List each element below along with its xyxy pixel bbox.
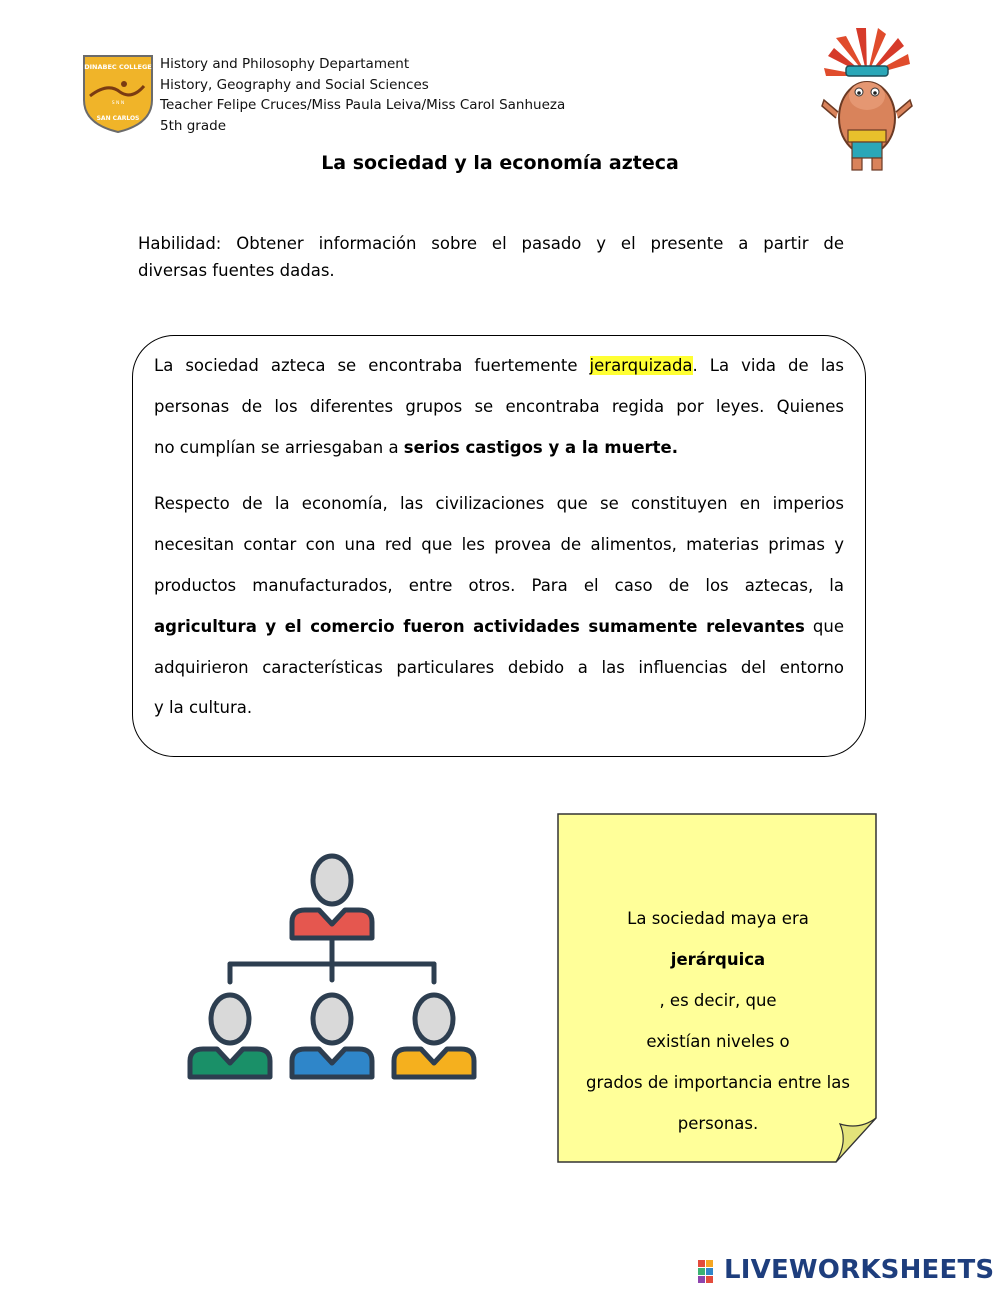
- reading-text: [154, 346, 844, 729]
- reading-line: [154, 346, 844, 387]
- note-line: La sociedad maya era: [627, 909, 809, 928]
- reading-line: adquirieron características particulares debido a las influencias del entorno: [154, 657, 844, 677]
- skill-line-2: diversas fuentes dadas.: [138, 261, 335, 280]
- person-icon-middle: [292, 995, 372, 1077]
- logo-top-text: DINABEC COLLEGE: [84, 63, 152, 71]
- liveworksheets-brand[interactable]: LIVEWORKSHEETS: [724, 1255, 995, 1285]
- person-icon-top: [292, 856, 372, 938]
- skill-line-1: Habilidad: Obtener información sobre el pasado y el presente a partir de: [138, 234, 844, 253]
- bold-phrase: serios castigos y a la muerte.: [403, 437, 679, 457]
- reading-line: personas de los diferentes grupos se encontraba regida por leyes. Quienes: [154, 396, 844, 416]
- header-subject: History, Geography and Social Sciences: [160, 76, 429, 93]
- hierarchy-diagram: [185, 852, 480, 1084]
- text-segment: que: [804, 616, 844, 636]
- reading-line: [154, 607, 844, 648]
- reading-line: [154, 428, 844, 469]
- text-segment: , es decir, que: [659, 991, 777, 1010]
- bold-phrase: agricultura y el comercio fueron actividades sumamente relevantes: [154, 616, 805, 636]
- text-segment: . La vida de las: [692, 356, 844, 375]
- bold-term: jerárquica: [670, 950, 766, 969]
- sticky-note-text: [560, 898, 876, 1144]
- logo-bottom-text: SAN CARLOS: [96, 115, 140, 122]
- reading-line: productos manufacturados, entre otros. Para el caso de los aztecas, la: [154, 575, 844, 595]
- header-info: [160, 54, 565, 136]
- school-logo: [80, 52, 156, 134]
- reading-line: y la cultura.: [154, 698, 253, 718]
- reading-line: Respecto de la economía, las civilizaciones que se constituyen en imperios: [154, 494, 844, 514]
- person-icon-left: [190, 995, 270, 1077]
- note-line: [560, 939, 876, 1021]
- header-department: History and Philosophy Departament: [160, 56, 410, 72]
- header-teachers: Teacher Felipe Cruces/Miss Paula Leiva/Miss Carol Sanhueza: [160, 97, 566, 113]
- liveworksheets-logo-icon: [696, 1252, 722, 1288]
- text-segment: no cumplían se arriesgaban a: [154, 437, 404, 457]
- logo-mid-text: S N N: [111, 101, 125, 106]
- note-line: personas.: [677, 1114, 759, 1133]
- text-segment: La sociedad azteca se encontraba fuertemente: [154, 356, 590, 375]
- skill-statement: [138, 230, 844, 284]
- highlighted-term: jerarquizada: [589, 356, 693, 375]
- connector-lines: [230, 940, 434, 982]
- header-grade: 5th grade: [160, 117, 226, 134]
- note-line: grados de importancia entre las: [586, 1073, 850, 1092]
- worksheet-title: La sociedad y la economía azteca: [321, 152, 679, 174]
- note-line: existían niveles o: [646, 1032, 790, 1051]
- reading-line: necesitan contar con una red que les provea de alimentos, materias primas y: [154, 535, 844, 555]
- person-icon-right: [394, 995, 474, 1077]
